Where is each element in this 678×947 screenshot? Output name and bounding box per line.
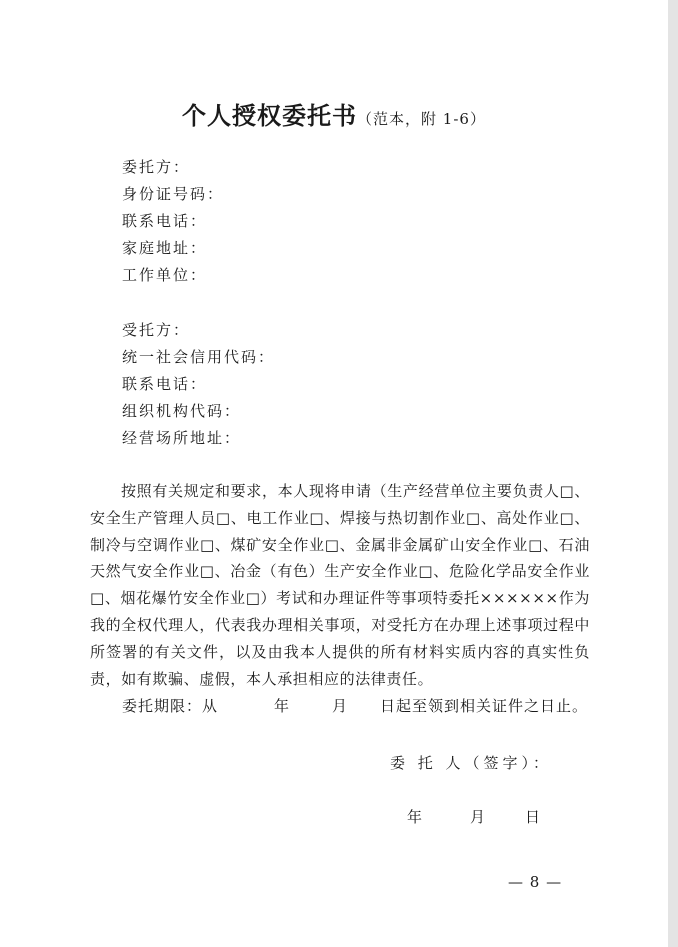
page-number: — 8 — xyxy=(508,873,563,891)
agent-phone-label: 联系电话： xyxy=(122,375,208,393)
date-month-label: 月 xyxy=(470,808,486,826)
principal-heading: 委托方： xyxy=(122,158,191,176)
period-month-label: 月 xyxy=(332,697,349,715)
document-title-note: （范本，附 1-6） xyxy=(357,110,486,128)
document-title: 个人授权委托书 xyxy=(182,102,358,130)
period-suffix: 日起至领到相关证件之日止。 xyxy=(380,697,589,715)
principal-work-unit-label: 工作单位： xyxy=(122,266,208,284)
principal-id-number-label: 身份证号码： xyxy=(122,185,225,203)
date-year-label: 年 xyxy=(407,808,423,826)
principal-phone-label: 联系电话： xyxy=(122,212,208,230)
agent-credit-code-label: 统一社会信用代码： xyxy=(122,348,276,366)
authorization-period xyxy=(122,695,588,716)
document-title-row xyxy=(0,96,668,131)
authorization-body-paragraph: 按照有关规定和要求，本人现将申请（生产经营单位主要负责人□、安全生产管理人员□、电工作业□、焊接与热切割作业□、高处作业□、制冷与空调作业□、煤矿安全作业□、金属非金属矿山安全作业□、石油天然气安全作业□、冶金（有色）生产安全作业□、危险化学品安全作业□、烟花爆竹安全作业□）考试和办理证件等事项特委托××××××作为我的全权代理人，代表我办理相关事项，对受托方在办理上述事项过程中所签署的有关文件，以及由我本人提供的所有材料实质内容的真实性负责，如有欺骗、虚假，本人承担相应的法律责任。 xyxy=(90,482,590,688)
agent-business-address-label: 经营场所地址： xyxy=(122,429,242,447)
period-prefix: 委托期限：从 xyxy=(122,697,219,715)
agent-org-code-label: 组织机构代码： xyxy=(122,402,242,420)
period-year-label: 年 xyxy=(274,697,291,715)
signature-date xyxy=(407,806,540,827)
principal-signature-label: 委 托 人（签字）： xyxy=(390,754,553,772)
date-day-label: 日 xyxy=(525,808,541,826)
page-edge-shadow xyxy=(668,0,678,947)
principal-home-address-label: 家庭地址： xyxy=(122,239,208,257)
agent-heading: 受托方： xyxy=(122,321,191,339)
